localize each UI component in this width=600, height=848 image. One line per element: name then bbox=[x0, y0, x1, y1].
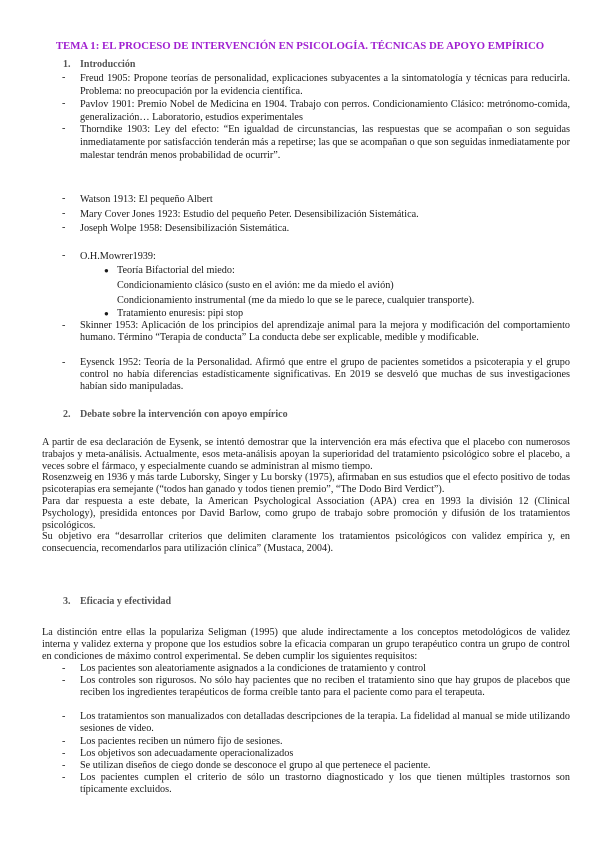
section-3-heading: Eficacia y efectividad bbox=[80, 596, 172, 607]
bullet-text-line: Condicionamiento clásico (susto en el avión: me da miedo el avión) bbox=[117, 280, 394, 291]
requisito-item: Los objetivos son adecuadamente operacionalizados bbox=[80, 748, 294, 759]
bullet-icon: ● bbox=[104, 266, 109, 275]
document-title: TEMA 1: EL PROCESO DE INTERVENCIÓN EN PSICOLOGÍA. TÉCNICAS DE APOYO EMPÍRICO bbox=[55, 40, 545, 52]
eficacia-paragraph: La distinción entre ellas la populariza Seligman (1995) que alude indirectamente a los conceptos metodológicos de validez interna y validez externa y propone que los estudios sobre la eficacia comparan un grupo terapéutico contra un grupo de control en condiciones de máximo control experimental. Se deben cumplir los siguientes requisitos: bbox=[42, 627, 570, 662]
list-item-mowrer: O.H.Mowrer1939: bbox=[80, 251, 156, 262]
list-item-pavlov: Pavlov 1901: Premio Nobel de Medicina en 1904. Trabajo con perros. Condicionamiento Clásico: metrónomo-comida, generalización… Laboratorio, estudios experimentales bbox=[80, 99, 570, 123]
dash-marker: - bbox=[62, 250, 66, 261]
dash-marker: - bbox=[62, 193, 66, 204]
list-item-eysenck: Eysenck 1952: Teoría de la Personalidad. Afirmó que entre el grupo de pacientes sometidos a psicoterapia y el grupo control no había diferencias estadísticamente significativas. En 2019 se desveló que muchas de sus investigaciones habían sido manipuladas. bbox=[80, 357, 570, 392]
dash-marker: - bbox=[62, 320, 66, 331]
list-item-jones: Mary Cover Jones 1923: Estudio del pequeño Peter. Desensibilización Sistemática. bbox=[80, 209, 419, 220]
dash-marker: - bbox=[62, 208, 66, 219]
section-1-heading: Introducción bbox=[80, 59, 136, 70]
dash-marker: - bbox=[62, 357, 66, 368]
requisito-item: Los controles son rigurosos. No sólo hay pacientes que no reciben el tratamiento sino que hay grupos de placebos que reciben los ingredientes terapéuticos de forma creíble tanto para el paciente como para el terapeuta. bbox=[80, 675, 570, 698]
section-3-number: 3. bbox=[63, 596, 71, 607]
paragraph: Para dar respuesta a este debate, la American Psychological Association (APA) crea en 1993 la división 12 (Clinical Psychology), presidida entonces por David Barlow, como grupo de trabajo sobre promoción y difusión de los tratamientos psicológicos. bbox=[42, 495, 570, 531]
bullet-text-line: Condicionamiento instrumental (me da miedo lo que se le parece, cualquier transporte). bbox=[117, 295, 475, 306]
section-1-number: 1. bbox=[63, 59, 71, 70]
dash-marker: - bbox=[62, 72, 66, 83]
paragraph: Su objetivo era “desarrollar criterios que delimiten claramente los tratamientos psicológicos con validez empírica y, en consecuencia, recomendarlos para utilización clínica” (Mustaca, 2004). bbox=[42, 531, 570, 555]
requisito-item: Los pacientes son aleatoriamente asignados a la condiciones de tratamiento y control bbox=[80, 663, 426, 674]
dash-marker: - bbox=[62, 222, 66, 233]
list-item-skinner: Skinner 1953: Aplicación de los principios del aprendizaje animal para la mejora y modificación del comportamiento humano. Término “Terapia de conducta” La conducta debe ser explicable, medible y modificable. bbox=[80, 320, 570, 343]
dash-marker: - bbox=[62, 675, 66, 686]
requisito-item: Los pacientes reciben un número fijo de sesiones. bbox=[80, 736, 283, 747]
dash-marker: - bbox=[62, 98, 66, 109]
dash-marker: - bbox=[62, 772, 66, 783]
paragraph: A partir de esa declaración de Eysenk, se intentó demostrar que la intervención era más efectiva que el placebo con numerosos trabajos y meta-análisis. Actualmente, esos meta-análisis apoyan la superioridad del tratamiento psicológico sobre el placebo, a veces sobre el fármaco, y especialmente cuando se administran al mismo tiempo. bbox=[42, 437, 570, 472]
dash-marker: - bbox=[62, 663, 66, 674]
bullet-icon: ● bbox=[104, 309, 109, 318]
requisito-item: Los tratamientos son manualizados con detalladas descripciones de la terapia. La fidelidad al manual se mide utilizando sesiones de video. bbox=[80, 711, 570, 734]
paragraph: Rosenzweig en 1936 y más tarde Luborsky, Singer y Lu borsky (1975), afirmaban en sus estudios que el efecto positivo de todas psicoterapias era semejante (“todos han ganado y todos tienen premio”, “The Dodo Bird Verdict”). bbox=[42, 472, 570, 496]
list-item-watson: Watson 1913: El pequeño Albert bbox=[80, 194, 213, 205]
dash-marker: - bbox=[62, 736, 66, 747]
section-2-number: 2. bbox=[63, 409, 71, 420]
bullet-text: Tratamiento enuresis: pipi stop bbox=[117, 308, 244, 319]
dash-marker: - bbox=[62, 123, 66, 134]
dash-marker: - bbox=[62, 748, 66, 759]
bullet-text: Teoría Bifactorial del miedo: bbox=[117, 265, 235, 276]
section-2-heading: Debate sobre la intervención con apoyo empírico bbox=[80, 409, 288, 420]
dash-marker: - bbox=[62, 760, 66, 771]
list-item-freud: Freud 1905: Propone teorías de personalidad, explicaciones subyacentes a la sintomatología y técnicas para reducirla. Problema: no preocupación por la evidencia científica. bbox=[80, 73, 570, 97]
list-item-wolpe: Joseph Wolpe 1958: Desensibilización Sistemática. bbox=[80, 223, 290, 234]
requisito-item: Se utilizan diseños de ciego donde se desconoce el grupo al que pertenece el paciente. bbox=[80, 760, 431, 771]
debate-paragraph bbox=[42, 437, 570, 555]
requisito-item: Los pacientes cumplen el criterio de sólo un trastorno diagnosticado y los que tienen múltiples trastornos son típicamente excluidos. bbox=[80, 772, 570, 795]
dash-marker: - bbox=[62, 711, 66, 722]
list-item-thorndike: Thorndike 1903: Ley del efecto: “En igualdad de circunstancias, las respuestas que se acompañan o son seguidas inmediatamente por satisfacción tenderán más a repetirse; las que se acompañan o que son seguidas inmediatamente por malestar tendrán menos probabilidad de ocurrir”. bbox=[80, 124, 570, 161]
